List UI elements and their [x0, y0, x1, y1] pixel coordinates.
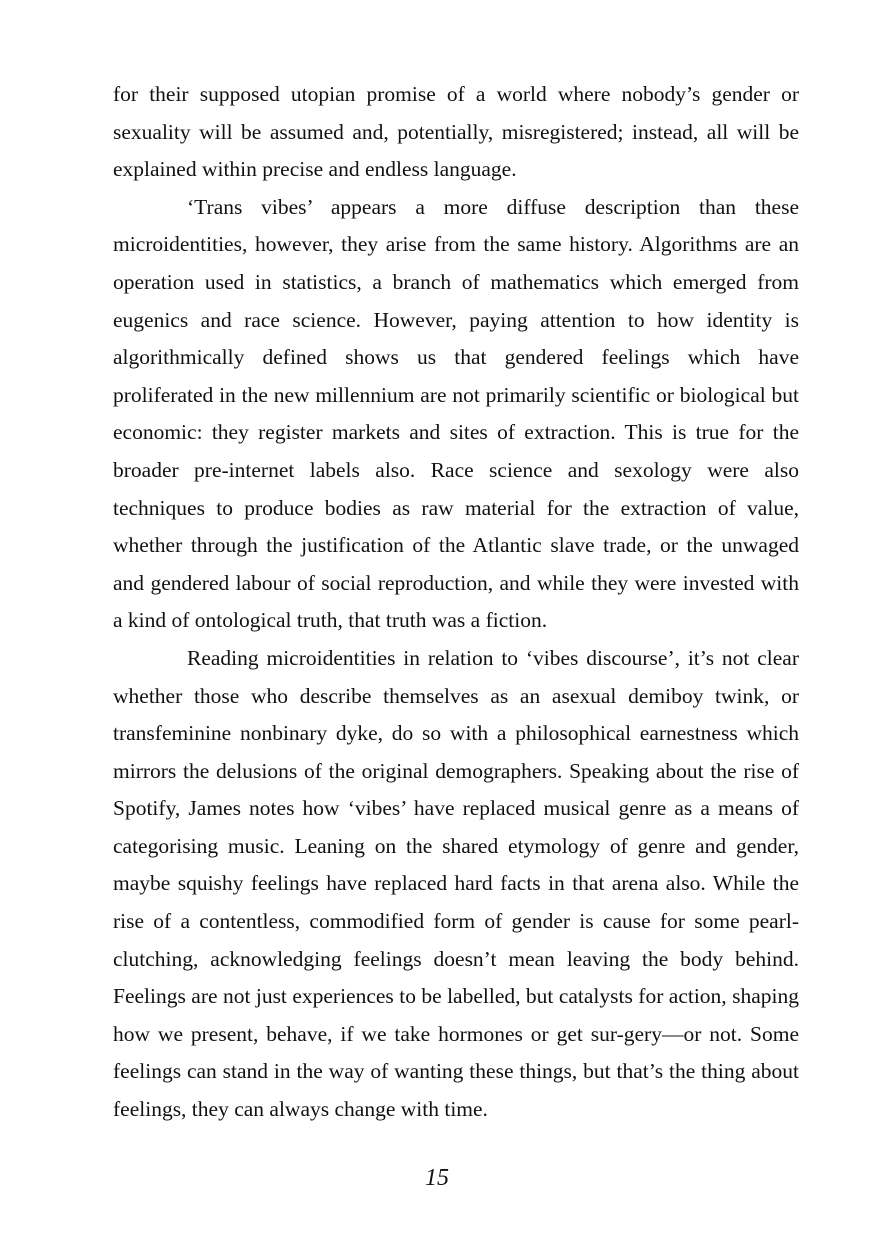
paragraph-trans-vibes: ‘Trans vibes’ appears a more diffuse description than these microidentities, however, they arise from the same history. Algorithms are an operation used in statistics, a branch of mathematics which emerged from eugenics and race science. However, paying attention to how identity is algorithmically defined shows us that gendered feelings which have proliferated in the new millennium are not primarily scientific or biological but economic: they register markets and sites of extraction. This is true for the broader pre-internet labels also. Race science and sexology were also techniques to produce bodies as raw material for the extraction of value, whether through the justification of the Atlantic slave trade, or the unwaged and gendered labour of social reproduction, and while they were invested with a kind of ontological truth, that truth was a fiction.	[113, 194, 799, 633]
body-text	[113, 76, 799, 1129]
page-number: 15	[425, 1165, 449, 1191]
paragraph-continuation: for their supposed utopian promise of a world where nobody’s gender or sexuality will be assumed and, potentially, misregistered; instead, all will be explained within precise and endless language.	[113, 82, 799, 182]
paragraph-microidentities: Reading microidentities in relation to ‘vibes discourse’, it’s not clear whether those who describe themselves as an asexual demiboy twink, or transfeminine nonbinary dyke, do so with a philosophical earnestness which mirrors the delusions of the original demographers. Speaking about the rise of Spotify, James notes how ‘vibes’ have replaced musical genre as a means of categorising music. Leaning on the shared etymology of genre and gender, maybe squishy feelings have replaced hard facts in that arena also. While the rise of a contentless, commodified form of gender is cause for some pearl-clutching, acknowledging feelings doesn’t mean leaving the body behind. Feelings are not just experiences to be labelled, but catalysts for action, shaping how we present, behave, if we take hormones or get sur-gery—or not. Some feelings can stand in the way of wanting these things, but that’s the thing about feelings, they can always change with time.	[113, 645, 799, 1122]
